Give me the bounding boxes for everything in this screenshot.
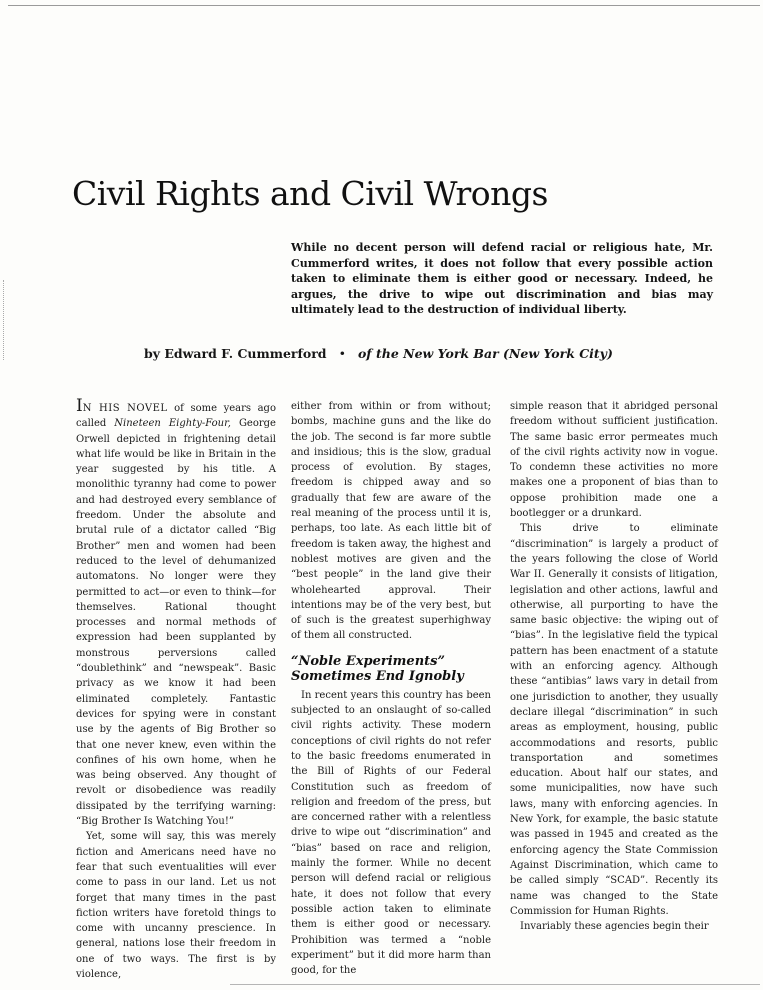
byline — [144, 346, 613, 361]
paragraph-4: In recent years this country has been subjected to an onslaught of so-called civil rights activity. These modern conceptions of civil rights do not refer to the basic freedoms enumerated in the Bill of Rights of our Federal Constitution such as freedom of religion and freedom of the press, but are concerned rather with a relentless drive to wipe out “discrimination” and “bias” based on race and religion, mainly the former. While no decent person will defend racial or religious hate, it does not follow that every possible action taken to eliminate them is either good or necessary. Prohibition was termed a “noble experiment” but it did more harm than good, for the — [291, 689, 491, 977]
paragraph-1 — [76, 396, 276, 829]
article-title: Civil Rights and Civil Wrongs — [72, 174, 548, 213]
paragraph-5: simple reason that it abridged personal freedom without sufficient justification. The same basic error permeates much of the civil rights activity now in vogue. To condemn these activities no more makes one a proponent of bias than to oppose prohibition made one a bootlegger or a drunkard. — [510, 401, 718, 520]
column-2 — [291, 399, 491, 978]
subhead-line-1: “Noble Experiments” — [291, 653, 445, 669]
byline-separator: • — [338, 346, 346, 361]
paragraph-3: either from within or from without; bombs, machine guns and the like do the job. The second is far more subtle and insidious; this is the slow, gradual process of evolution. By stages, freedom is chipped away and so gradually that few are aware of the real meaning of the process until it is, perhaps, too late. As each little bit of freedom is taken away, the highest and noblest motives are given and the “best people” in the land give their wholehearted approval. Their intentions may be of the very best, but of such is the greatest superhighway of them all constructed. — [291, 401, 491, 642]
paragraph-2: Yet, some will say, this was merely fiction and Americans need have no fear that such eventualities will ever come to pass in our land. Let us not forget that many times in the past fiction writers have foretold things to come with uncanny prescience. In general, nations lose their freedom in one of two ways. The first is by violence, — [76, 831, 276, 980]
byline-author: by Edward F. Cummerford — [144, 346, 327, 361]
section-subhead — [291, 654, 491, 684]
text-run: George Orwell depicted in frightening detail what life would be like in Britain in the year suggested by his title. A monolithic tyranny had come to power and had destroyed every semblance of freedom. Under the absolute and brutal rule of a dictator called “Big Brother” men and women had been reduced to the level of dehumanized automatons. No longer were they permitted to act—or even to think—for themselves. Rational thought processes and normal methods of expression had been supplanted by monstrous perversions called “doublethink” and “newspeak”. Basic privacy as we know it had been eliminated completely. Fantastic devices for spying were in constant use by the agents of Big Brother so that one never knew, even within the confines of his own home, when he was being observed. Any thought of revolt or disobedience was readily dissipated by the terrifying warning: “Big Brother Is Watching You!” — [76, 418, 276, 828]
text-run: of some years ago called — [76, 403, 276, 430]
byline-affiliation: of the New York Bar (New York City) — [357, 346, 613, 361]
top-rule — [8, 5, 760, 6]
article-deck: While no decent person will defend racial or religious hate, Mr. Cummerford writes, it does not follow that every possible action taken to eliminate them is either good or necessary. Indeed, he argues, the drive to wipe out discrimination and bias may ultimately lead to the destruction of individual liberty. — [291, 241, 713, 316]
bottom-rule — [230, 984, 760, 985]
paragraph-7: Invariably these agencies begin their — [520, 921, 709, 933]
column-3 — [510, 399, 718, 934]
paragraph-6: This drive to eliminate “discrimination” is largely a product of the years following the close of World War II. Generally it consists of litigation, legislation and other actions, lawful and otherwise, all purporting to have the same basic objective: the wiping out of “bias”. In the legislative field the typical pattern has been enactment of a statute with an enforcing agency. Although these “antibias” laws vary in detail from one jurisdiction to another, they usually declare illegal “discrimination” in such areas as employment, housing, public accommodations and resorts, public transportation and sometimes education. About half our states, and some municipalities, now have such laws, many with enforcing agencies. In New York, for example, the basic statute was passed in 1945 and created as the enforcing agency the State Commission Against Discrimination, which came to be called simply “SCAD”. Recently its name was changed to the State Commission for Human Rights. — [510, 523, 718, 917]
lead-in: N HIS NOVEL — [82, 403, 168, 414]
scan-edge-marks — [3, 280, 6, 360]
subhead-line-2: Sometimes End Ignobly — [291, 668, 464, 684]
drop-cap: I — [76, 396, 83, 416]
column-1 — [76, 396, 276, 982]
book-title: Nineteen Eighty-Four, — [114, 418, 231, 430]
